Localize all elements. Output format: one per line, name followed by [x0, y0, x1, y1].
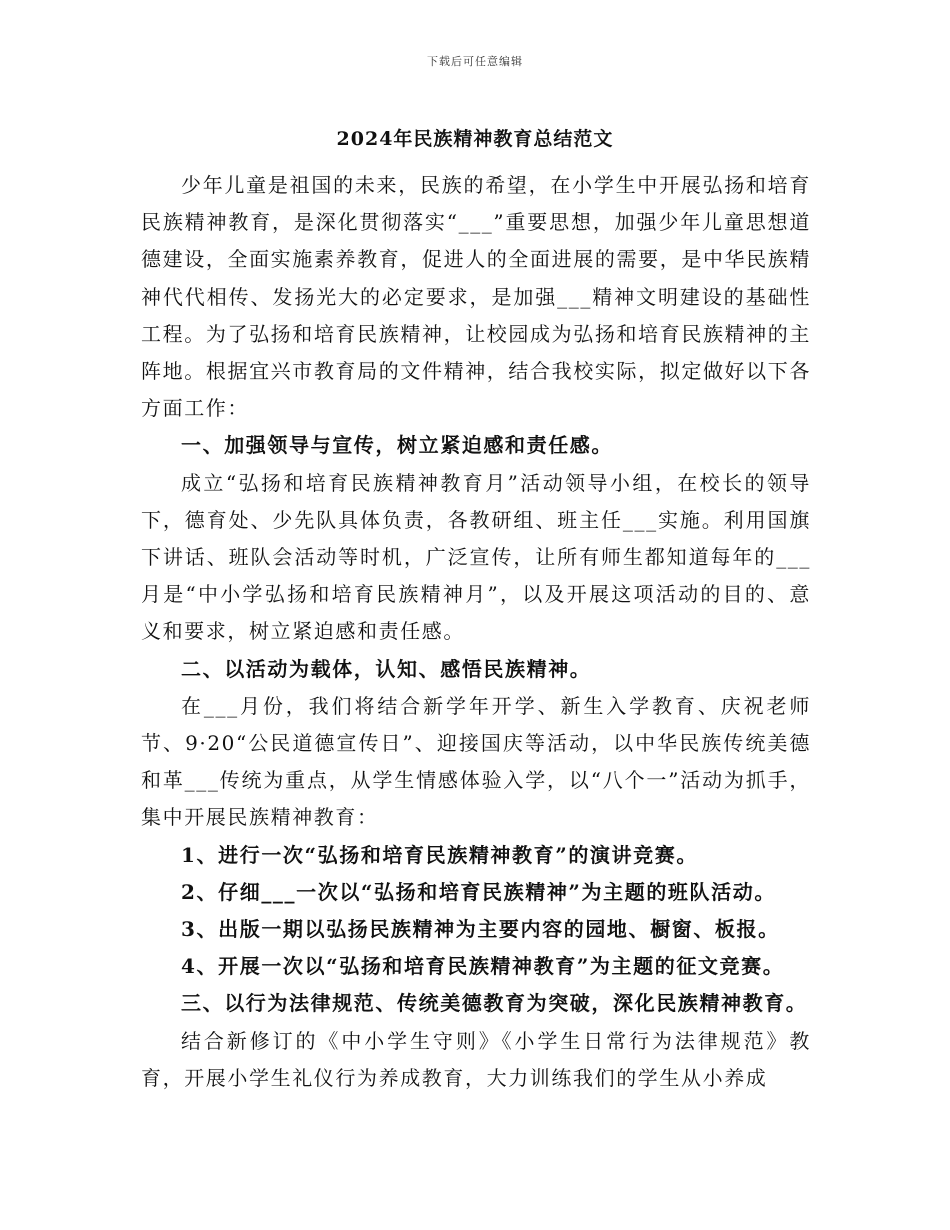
section-heading-1: 一、加强领导与宣传，树立紧迫感和责任感。 [181, 433, 613, 458]
document-body [141, 167, 811, 1097]
list-item-3: 3、出版一期以弘扬民族精神为主要内容的园地、橱窗、板报。 [181, 917, 780, 942]
paragraph-intro: 少年儿童是祖国的未来，民族的希望，在小学生中开展弘扬和培育民族精神教育，是深化贯彻落实“___”重要思想，加强少年儿童思想道德建设，全面实施素养教育，促进人的全面进展的需要，是中华民族精神代代相传、发扬光大的必定要求，是加强___精神文明建设的基础性工程。为了弘扬和培育民族精神，让校园成为弘扬和培育民族精神的主阵地。根据宜兴市教育局的文件精神，结合我校实际，拟定做好以下各方面工作： [141, 173, 811, 421]
paragraph-section-2: 在___月份，我们将结合新学年开学、新生入学教育、庆祝老师节、9·20“公民道德宣传日”、迎接国庆等活动，以中华民族传统美德和革___传统为重点，从学生情感体验入学，以“八个一”活动为抓手，集中开展民族精神教育： [141, 693, 811, 830]
list-item-4: 4、开展一次以“弘扬和培育民族精神教育”为主题的征文竞赛。 [181, 954, 785, 979]
page-header-note: 下载后可任意编辑 [427, 55, 523, 68]
list-item-2: 2、仔细___一次以“弘扬和培育民族精神”为主题的班队活动。 [181, 879, 776, 904]
paragraph-section-1: 成立“弘扬和培育民族精神教育月”活动领导小组，在校长的领导下，德育处、少先队具体负责，各教研组、班主任___实施。利用国旗下讲话、班队会活动等时机，广泛宣传，让所有师生都知道每年的___月是“中小学弘扬和培育民族精神月”，以及开展这项活动的目的、意义和要求，树立紧迫感和责任感。 [141, 470, 811, 644]
paragraph-section-3: 结合新修订的《中小学生守则》《小学生日常行为法律规范》教育，开展小学生礼仪行为养成教育，大力训练我们的学生从小养成 [141, 1028, 811, 1090]
section-heading-2: 二、以活动为载体，认知、感悟民族精神。 [181, 656, 592, 681]
section-heading-3: 三、以行为法律规范、传统美德教育为突破，深化民族精神教育。 [181, 991, 808, 1016]
document-title: 2024年民族精神教育总结范文 [336, 128, 614, 150]
list-item-1: 1、进行一次“弘扬和培育民族精神教育”的演讲竞赛。 [181, 842, 698, 867]
